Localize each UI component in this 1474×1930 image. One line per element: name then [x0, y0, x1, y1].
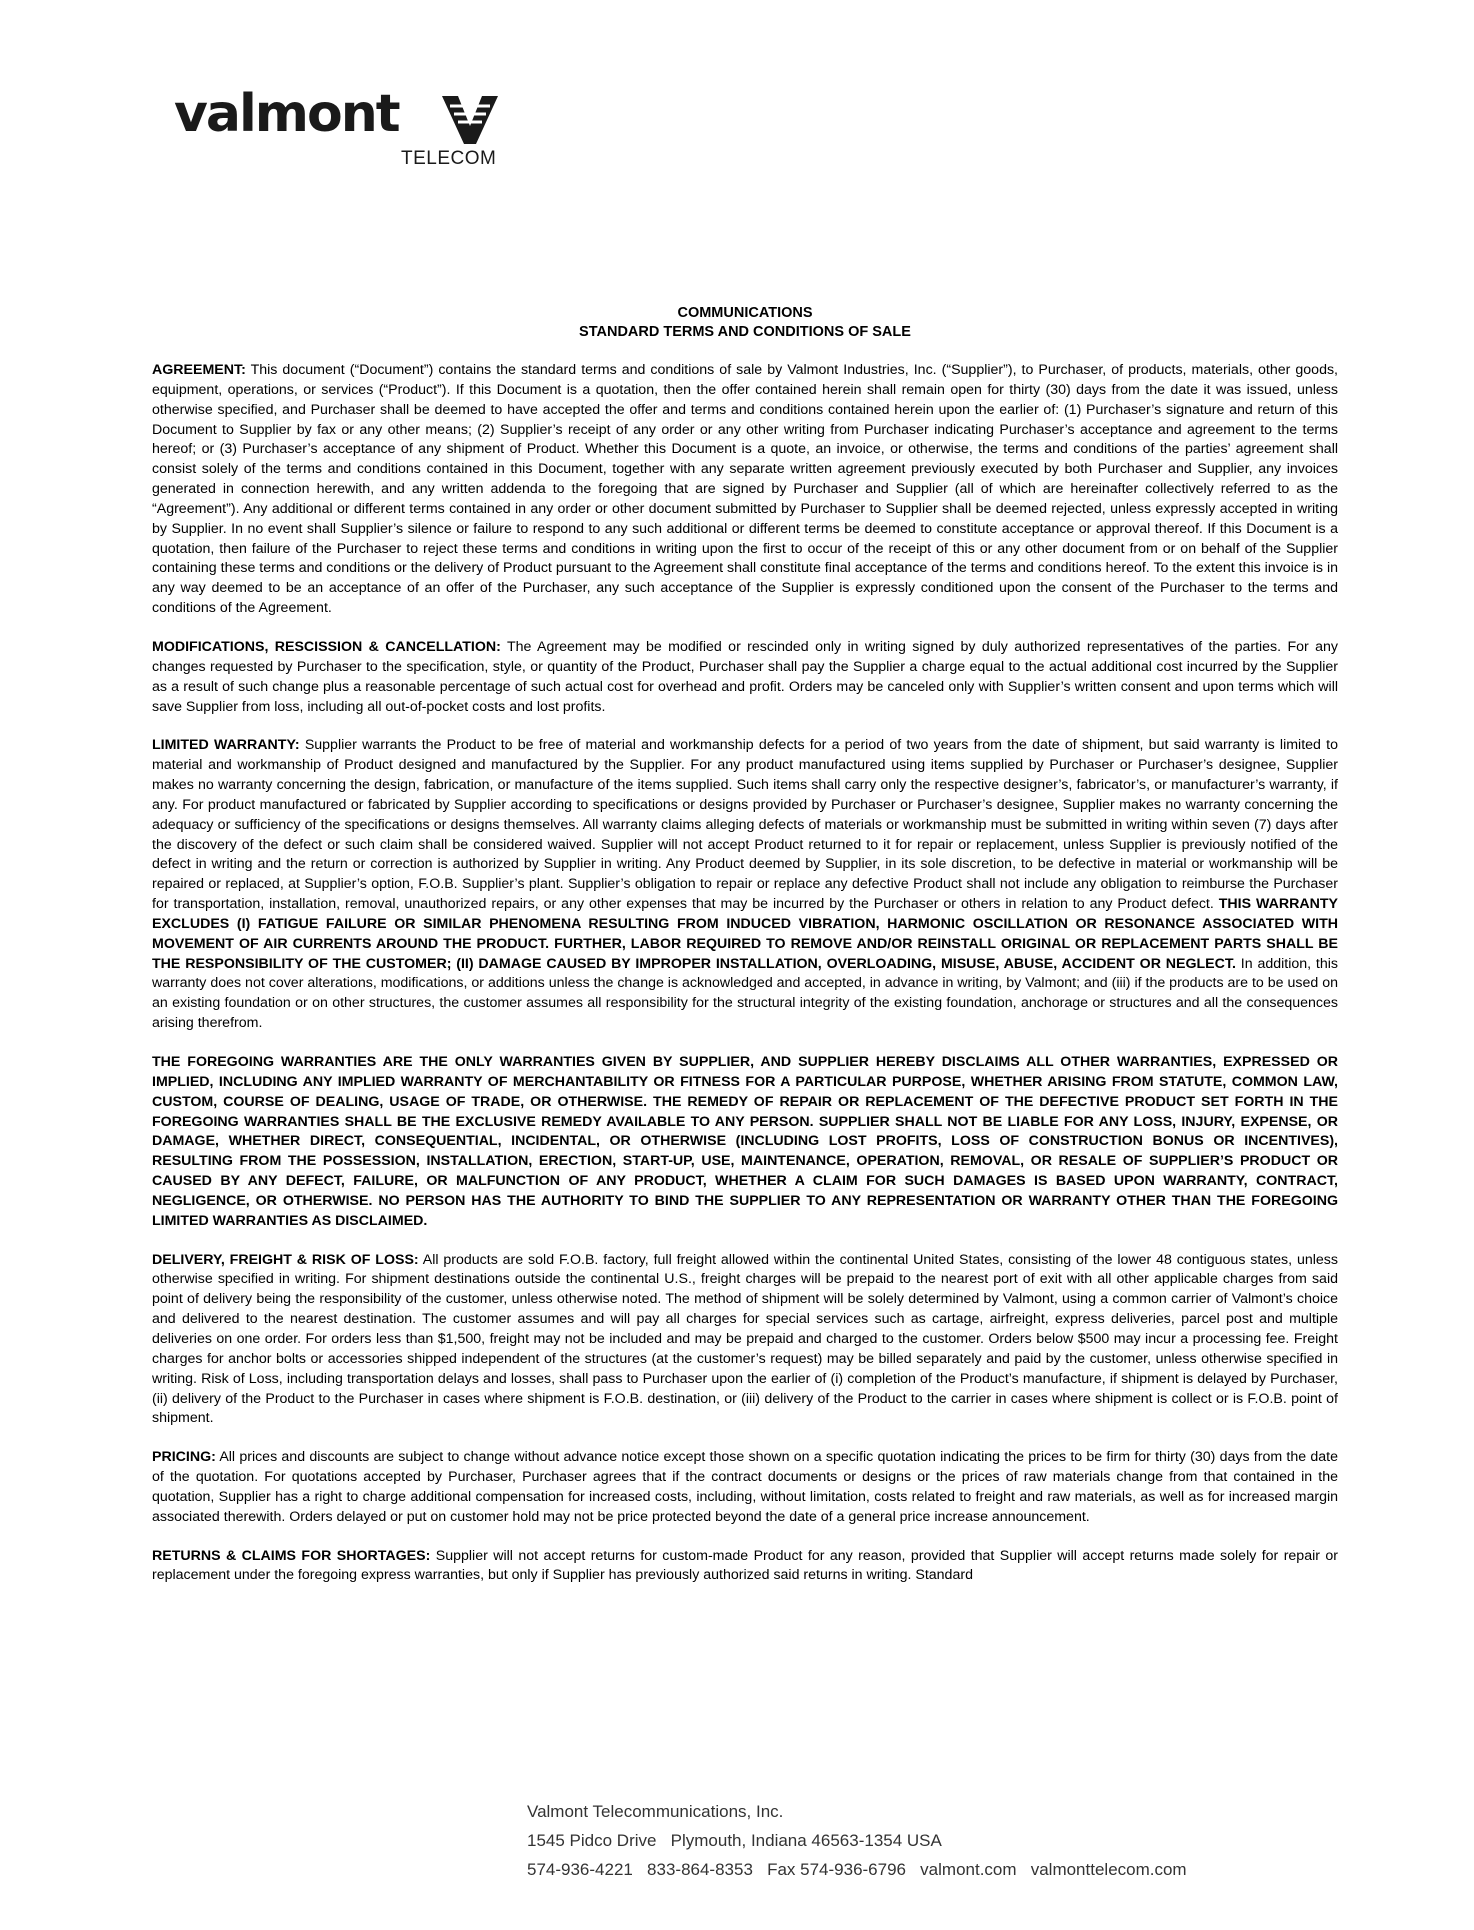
footer-address: 1545 Pidco Drive Plymouth, Indiana 46563-1354 USA — [527, 1831, 942, 1850]
title-line-2: STANDARD TERMS AND CONDITIONS OF SALE — [579, 324, 911, 340]
footer-contacts: 574-936-4221 833-864-8353 Fax 574-936-6796 valmont.com valmonttelecom.com — [527, 1860, 1187, 1879]
warranty-heading: LIMITED WARRANTY: — [152, 737, 300, 754]
disclaimer-paragraph: THE FOREGOING WARRANTIES ARE THE ONLY WARRANTIES GIVEN BY SUPPLIER, AND SUPPLIER HEREBY DISCLAIMS ALL OTHER WARRANTIES, EXPRESSED OR IMPLIED, INCLUDING ANY IMPLIED WARRANTY OF MERCHANTABILITY OR FITNESS FOR A PARTICULAR PURPOSE, WHETHER ARISING FROM STATUTE, COMMON LAW, CUSTOM, COURSE OF DEALING, USAGE OF TRADE, OR OTHERWISE. THE REMEDY OF REPAIR OR REPLACEMENT OF THE DEFECTIVE PRODUCT SET FORTH IN THE FOREGOING WARRANTIES SHALL BE THE EXCLUSIVE REMEDY AVAILABLE TO ANY PERSON. SUPPLIER SHALL NOT BE LIABLE FOR ANY LOSS, INJURY, EXPENSE, OR DAMAGE, WHETHER DIRECT, CONSEQUENTIAL, INCIDENTAL, OR OTHERWISE (INCLUDING LOST PROFITS, LOSS OF CONSTRUCTION BONUS OR INCENTIVES), RESULTING FROM THE POSSESSION, INSTALLATION, ERECTION, START-UP, USE, MAINTENANCE, OPERATION, REMOVAL, OR RESALE OF SUPPLIER’S PRODUCT OR CAUSED BY ANY DEFECT, FAILURE, OR MALFUNCTION OF ANY PRODUCT, WHETHER A CLAIM FOR SUCH DAMAGES IS BASED UPON WARRANTY, CONTRACT, NEGLIGENCE, OR OTHERWISE. NO PERSON HAS THE AUTHORITY TO BIND THE SUPPLIER TO ANY REPRESENTATION OR WARRANTY OTHER THAN THE FOREGOING LIMITED WARRANTIES AS DISCLAIMED. — [152, 1054, 1338, 1229]
pricing-paragraph — [152, 1448, 1338, 1527]
valmont-telecom-logo — [174, 84, 514, 174]
valmont-v-mark-icon — [440, 92, 500, 148]
agreement-paragraph — [152, 361, 1338, 619]
returns-heading: RETURNS & CLAIMS FOR SHORTAGES: — [152, 1547, 431, 1564]
terms-body — [152, 361, 1338, 1605]
warranty-paragraph — [152, 736, 1338, 1034]
footer-company: Valmont Telecommunications, Inc. — [527, 1802, 784, 1821]
modifications-text: The Agreement may be modified or rescinded only in writing signed by duly authorized representatives of the parties. For any changes requested by Purchaser to the specification, style, or quantity of the Product, Purchaser shall pay the Supplier a charge equal to the actual additional cost incurred by the Supplier as a result of such change plus a reasonable percentage of such actual cost for overhead and profit. Orders may be canceled only with Supplier’s written consent and upon terms which will save Supplier from loss, including all out-of-pocket costs and lost profits. — [152, 638, 1339, 715]
warranty-text: Supplier warrants the Product to be free of material and workmanship defects for a period of two years from the date of shipment, but said warranty is limited to material and workmanship of Product designed and manufactured by the Supplier. For any product manufactured using items supplied by Purchaser or Purchaser’s designee, Supplier makes no warranty concerning the design, fabrication, or manufacture of the items supplied. Such items shall carry only the respective designer’s, fabricator’s, or manufacturer’s warranty, if any. For product manufactured or fabricated by Supplier according to specifications or designs provided by Purchaser or Purchaser’s designee, Supplier makes no warranty concerning the adequacy or sufficiency of the specifications or designs themselves. All warranty claims alleging defects of materials or workmanship must be submitted in writing within seven (7) days after the discovery of the defect or such claim shall be considered waived. Supplier will not accept Product returned to it for repair or replacement, unless Supplier is previously notified of the defect in writing and the return or correction is authorized by Supplier in writing. Any Product deemed by Supplier, in its sole discretion, to be defective in material or workmanship will be repaired or replaced, at Supplier’s option, F.O.B. Supplier’s plant. Supplier’s obligation to repair or replace any defective Product shall not include any obligation to reimburse the Purchaser for transportation, installation, removal, unauthorized repairs, or any other expenses that may be incurred by the Purchaser or others in relation to any Product defect. — [152, 737, 1338, 913]
delivery-text: All products are sold F.O.B. factory, full freight allowed within the continental United States, consisting of the lower 48 contiguous states, unless otherwise specified in writing. For shipment destinations outside the continental U.S., freight charges will be prepaid to the nearest port of exit with all other applicable charges from said point of delivery being the responsibility of the customer, unless otherwise noted. The method of shipment will be solely determined by Valmont, using a common carrier of Valmont’s choice and delivered to the nearest destination. The customer assumes and will pay all charges for special services such as cartage, airfreight, express deliveries, parcel post and multiple deliveries on one order. For orders less than $1,500, freight may not be included and may be prepaid and charged to the customer. Orders below $500 may incur a processing fee. Freight charges for anchor bolts or accessories shipped independent of the structures (at the customer’s request) may be billed separately and paid by the customer, unless otherwise specified in writing. Risk of Loss, including transportation delays and losses, shall pass to Purchaser upon the earlier of (i) completion of the Product’s manufacture, if shipment is delayed by Purchaser, (ii) delivery of the Product to the Purchaser in cases where shipment is F.O.B. destination, or (iii) delivery of the Product to the carrier in cases where shipment is collect or is F.O.B. point of shipment. — [152, 1251, 1338, 1427]
warranty-exclusions: THIS WARRANTY EXCLUDES (I) FATIGUE FAILURE OR SIMILAR PHENOMENA RESULTING FROM INDUCED VIBRATION, HARMONIC OSCILLATION OR RESONANCE ASSOCIATED WITH MOVEMENT OF AIR CURRENTS AROUND THE PRODUCT. FURTHER, LABOR REQUIRED TO REMOVE AND/OR REINSTALL ORIGINAL OR REPLACEMENT PARTS SHALL BE THE RESPONSIBILITY OF THE CUSTOMER; (II) DAMAGE CAUSED BY IMPROPER INSTALLATION, OVERLOADING, MISUSE, ABUSE, ACCIDENT OR NEGLECT. — [152, 896, 1338, 972]
pricing-heading: PRICING: — [152, 1449, 216, 1466]
title-line-1: COMMUNICATIONS — [677, 305, 813, 321]
modifications-paragraph — [152, 638, 1338, 717]
logo-wordmark: valmont — [174, 84, 399, 144]
modifications-heading: MODIFICATIONS, RESCISSION & CANCELLATION: — [152, 638, 501, 655]
page-footer — [527, 1797, 1187, 1884]
logo-subtitle: TELECOM — [401, 148, 497, 169]
delivery-heading: DELIVERY, FREIGHT & RISK OF LOSS: — [152, 1251, 419, 1268]
document-title — [152, 304, 1338, 342]
delivery-paragraph — [152, 1251, 1338, 1430]
pricing-text: All prices and discounts are subject to change without advance notice except those shown on a specific quotation indicating the prices to be firm for thirty (30) days from the date of the quotation. For quotations accepted by Purchaser, Purchaser agrees that if the contract documents or designs or the prices of raw materials change from that contained in the quotation, Supplier has a right to charge additional compensation for increased costs, including, without limitation, costs related to freight and raw materials, as well as for increased margin associated therewith. Orders delayed or put on customer hold may not be price protected beyond the date of a general price increase announcement. — [152, 1449, 1338, 1525]
agreement-text: This document (“Document”) contains the standard terms and conditions of sale by Valmont Industries, Inc. (“Supplier”), to Purchaser, of products, materials, other goods, equipment, operations, or services (“Product”). If this Document is a quotation, then the offer contained herein shall remain open for thirty (30) days from the date it was issued, unless otherwise specified, and Purchaser shall be deemed to have accepted the offer and terms and conditions contained herein upon the earlier of: (1) Purchaser’s signature and return of this Document to Supplier by fax or any other means; (2) Supplier’s receipt of any order or any other writing from Purchaser indicating Purchaser’s acceptance and agreement to the terms hereof; or (3) Purchaser’s acceptance of any shipment of Product. Whether this Document is a quote, an invoice, or otherwise, the terms and conditions of the parties’ agreement shall consist solely of the terms and conditions contained in this Document, together with any separate written agreement previously executed by both Purchaser and Supplier, any invoices generated in connection herewith, and any written addenda to the foregoing that are signed by Purchaser and Supplier (all of which are hereinafter collectively referred to as the “Agreement”). Any additional or different terms contained in any order or other document submitted by Purchaser to Supplier shall be deemed rejected, unless expressly accepted in writing by Supplier. In no event shall Supplier’s silence or failure to respond to any such additional or different terms be deemed to constitute acceptance or approval thereof. If this Document is a quotation, then failure of the Purchaser to reject these terms and conditions in writing upon the first to occur of the receipt of this or any other document from or on behalf of the Supplier containing these terms and conditions or the delivery of Product pursuant to the Agreement shall constitute final acceptance of the terms and conditions hereof. To the extent this invoice is in any way deemed to be an acceptance of an offer of the Purchaser, any such acceptance of the Supplier is expressly conditioned upon the consent of the Purchaser to the terms and conditions of the Agreement. — [152, 362, 1338, 617]
warranty-text-continued: In addition, this warranty does not cover alterations, modifications, or additions unless the change is acknowledged and accepted, in advance in writing, by Valmont; and (iii) if the products are to be used on an existing foundation or on other structures, the customer assumes all responsibility for the structural integrity of the existing foundation, anchorage or structures and all the consequences arising therefrom. — [152, 955, 1339, 1032]
agreement-heading: AGREEMENT: — [152, 362, 246, 378]
returns-text: Supplier will not accept returns for custom-made Product for any reason, provided that Supplier will accept returns made solely for repair or replacement under the foregoing express warranties, but only if Supplier has previously authorized said returns in writing. Standard — [152, 1547, 1338, 1584]
returns-paragraph — [152, 1547, 1338, 1587]
